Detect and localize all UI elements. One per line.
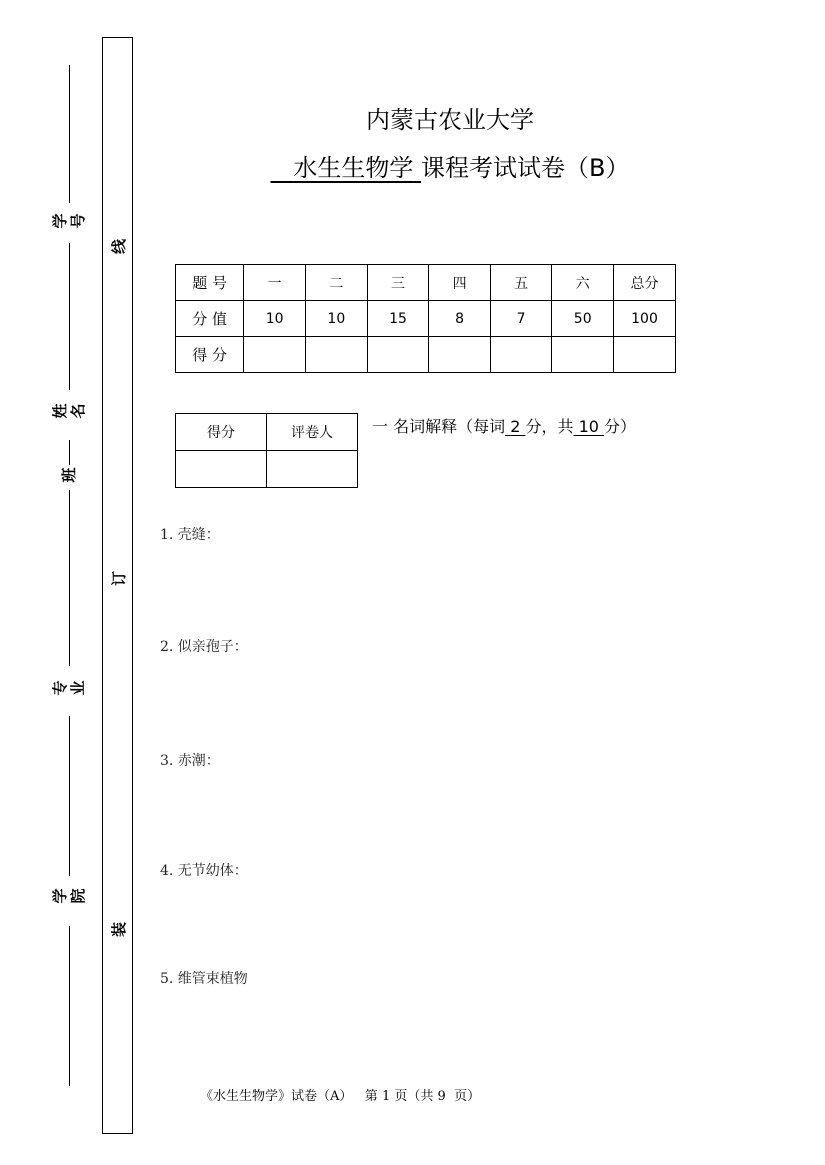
line-word: 线 bbox=[109, 238, 128, 255]
course-name: 水生生物学 bbox=[293, 154, 414, 182]
score-entry-cell[interactable] bbox=[306, 337, 368, 373]
table-cell: 10 bbox=[306, 301, 368, 337]
score-table bbox=[175, 264, 676, 373]
binding-strip bbox=[102, 37, 133, 1134]
score-entry-cell[interactable] bbox=[176, 451, 267, 488]
binding-line-segment bbox=[69, 926, 70, 1086]
class-label: 班 bbox=[60, 467, 78, 483]
page-footer: 《水生生物学》试卷（A） 第 1 页（共 9 页） bbox=[200, 1089, 481, 1104]
course-title bbox=[180, 148, 720, 183]
score-table-value-row bbox=[176, 301, 676, 337]
grader-table-header-row bbox=[176, 414, 358, 451]
table-cell: 四 bbox=[429, 265, 491, 301]
table-cell: 得 分 bbox=[176, 337, 244, 373]
section-title: 一 名词解释（每词 2 分，共 10 分） bbox=[372, 417, 637, 436]
table-cell: 题 号 bbox=[176, 265, 244, 301]
table-cell: 二 bbox=[306, 265, 368, 301]
binding-line-segment bbox=[69, 243, 70, 390]
grader-table-entry-row bbox=[176, 451, 358, 488]
table-cell: 50 bbox=[552, 301, 614, 337]
binding-line-segment bbox=[69, 490, 70, 666]
staple-word: 订 bbox=[109, 570, 128, 587]
table-cell: 8 bbox=[429, 301, 491, 337]
table-cell: 100 bbox=[614, 301, 676, 337]
table-cell: 六 bbox=[552, 265, 614, 301]
score-entry-cell[interactable] bbox=[552, 337, 614, 373]
question-item: 2. 似亲孢子： bbox=[160, 639, 248, 655]
table-cell: 评卷人 bbox=[267, 414, 358, 451]
table-cell: 总分 bbox=[614, 265, 676, 301]
grader-table bbox=[175, 413, 358, 488]
score-entry-cell[interactable] bbox=[429, 337, 491, 373]
name-label: 姓名 bbox=[51, 403, 87, 419]
table-cell: 三 bbox=[367, 265, 429, 301]
binding-line-segment bbox=[69, 716, 70, 876]
college-label: 学院 bbox=[51, 888, 87, 904]
question-item: 1. 壳缝： bbox=[160, 527, 220, 543]
major-label: 专业 bbox=[51, 680, 87, 696]
total-points: 10 bbox=[578, 417, 599, 436]
table-cell: 15 bbox=[367, 301, 429, 337]
bind-word: 装 bbox=[109, 921, 128, 938]
question-item: 5. 维管束植物 bbox=[160, 971, 248, 987]
score-entry-cell[interactable] bbox=[490, 337, 552, 373]
score-entry-cell[interactable] bbox=[367, 337, 429, 373]
table-cell: 得分 bbox=[176, 414, 267, 451]
course-title-suffix: 课程考试试卷（B） bbox=[421, 154, 630, 182]
binding-line-segment bbox=[69, 65, 70, 203]
table-cell: 10 bbox=[244, 301, 306, 337]
question-item: 4. 无节幼体： bbox=[160, 863, 248, 879]
score-table-score-row bbox=[176, 337, 676, 373]
table-cell: 五 bbox=[490, 265, 552, 301]
score-entry-cell[interactable] bbox=[244, 337, 306, 373]
student-id-label: 学号 bbox=[51, 213, 87, 229]
table-cell: 一 bbox=[244, 265, 306, 301]
table-cell: 7 bbox=[490, 301, 552, 337]
per-term-points: 2 bbox=[510, 417, 521, 436]
table-cell: 分 值 bbox=[176, 301, 244, 337]
grader-entry-cell[interactable] bbox=[267, 451, 358, 488]
score-entry-cell[interactable] bbox=[614, 337, 676, 373]
university-title: 内蒙古农业大学 bbox=[366, 106, 534, 134]
question-item: 3. 赤潮： bbox=[160, 753, 220, 769]
score-table-header-row bbox=[176, 265, 676, 301]
